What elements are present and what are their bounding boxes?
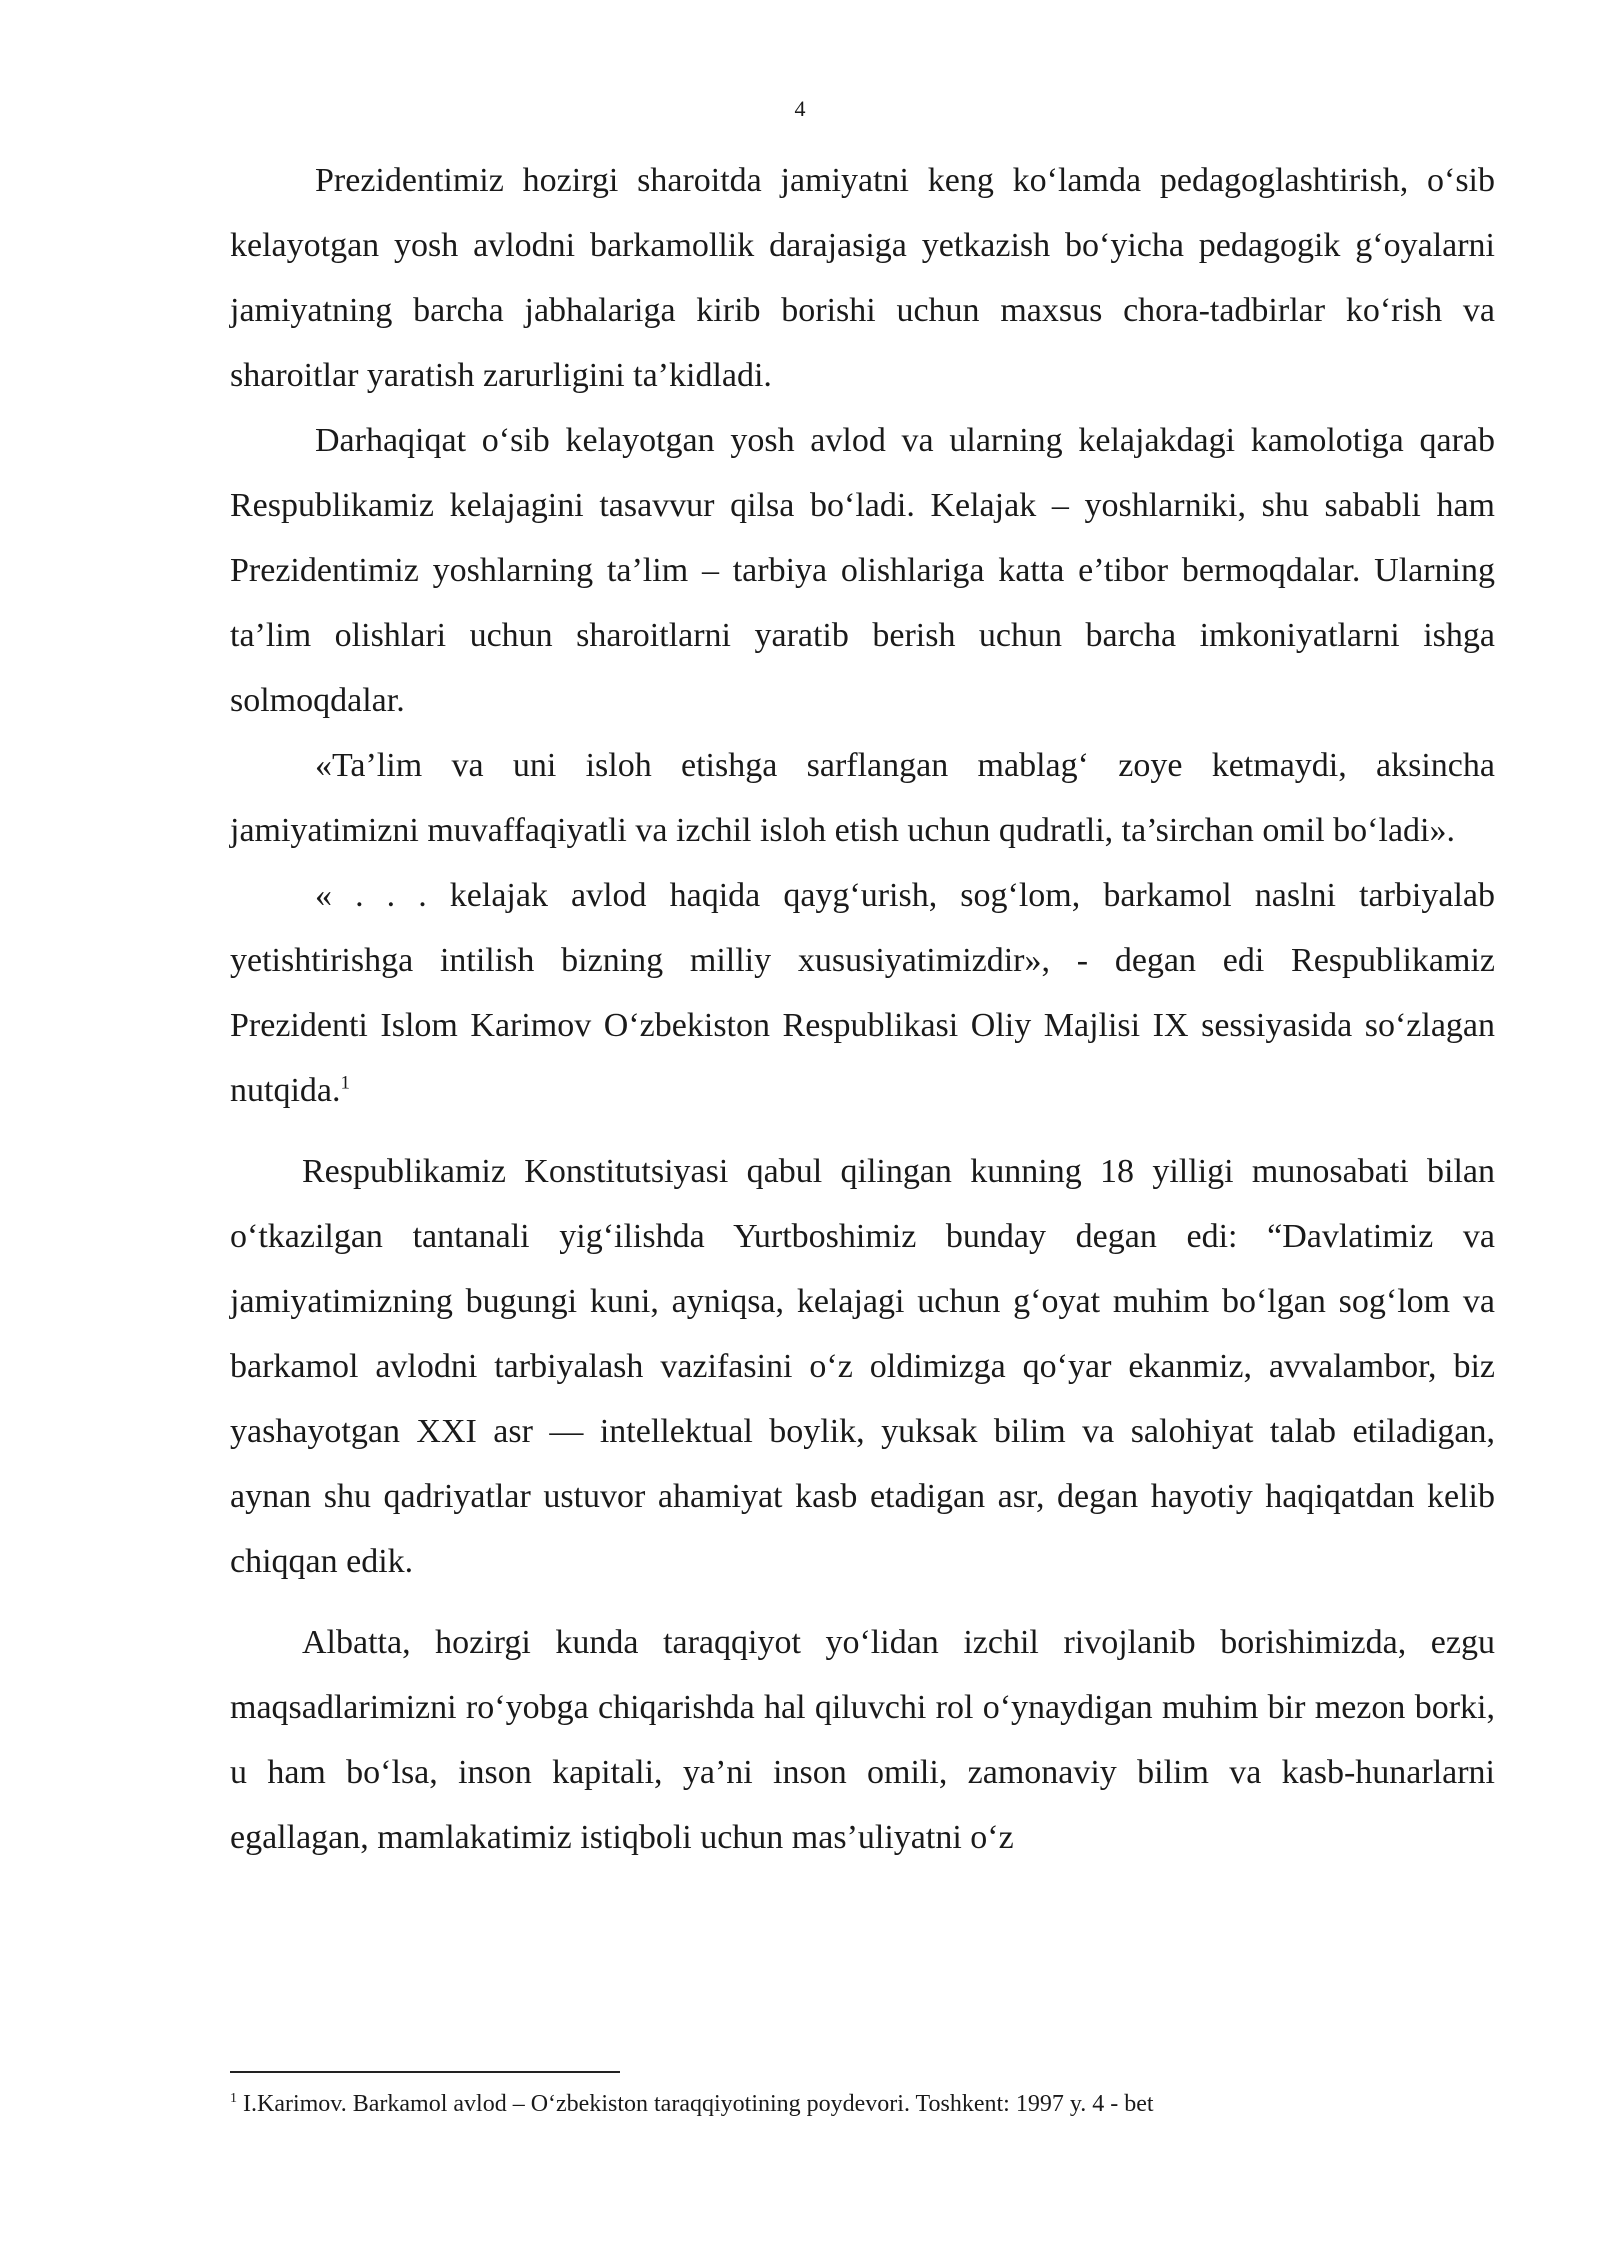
footnote-text: I.Karimov. Barkamol avlod – O‘zbekiston taraqqiyotining poydevori. Toshkent: 1997 y. 4 - bet [243, 2091, 1154, 2117]
paragraph-6: Albatta, hozirgi kunda taraqqiyot yo‘lidan izchil rivojlanib borishimizda, ezgu maqsadlarimizni ro‘yobga chiqarishda hal qiluvchi rol o‘ynaydigan muhim bir mezon borki, u ham bo‘lsa, inson kapitali, ya’ni inson omili, zamonaviy bilim va kasb-hunarlarni egallagan, mamlakatimiz istiqboli uchun mas’uliyatni o‘z [230, 1624, 1495, 1856]
footnote-marker: 1 [230, 2091, 237, 2106]
footnote-divider [230, 2071, 620, 2073]
paragraph-4 [230, 863, 1495, 1123]
footnote-reference: 1 [340, 1072, 350, 1094]
paragraph-1: Prezidentimiz hozirgi sharoitda jamiyatni keng ko‘lamda pedagoglashtirish, o‘sib kelayotgan yosh avlodni barkamollik darajasiga yetkazish bo‘yicha pedagogik g‘oyalarni jamiyatning barcha jabhalariga kirib borishi uchun maxsus chora-tadbirlar ko‘rish va sharoitlar yaratish zarurligini ta’kidladi. [230, 162, 1495, 394]
paragraph-3: «Ta’lim va uni isloh etishga sarflangan mablag‘ zoye ketmaydi, aksincha jamiyatimizni muvaffaqiyatli va izchil isloh etish uchun qudratli, ta’sirchan omil bo‘ladi». [230, 747, 1495, 849]
footnote [230, 2088, 1495, 2120]
page-number: 4 [794, 96, 806, 121]
paragraph-4-text: « . . . kelajak avlod haqida qayg‘urish, sog‘lom, barkamol naslni tarbiyalab yetishtirishga intilish bizning milliy xususiyatimizdir», - degan edi Respublikamiz Prezidenti Islom Karimov O‘zbekiston Respublikasi Oliy Majlisi IX sessiyasida so‘zlagan nutqida. [230, 877, 1495, 1109]
paragraph-5: Respublikamiz Konstitutsiyasi qabul qilingan kunning 18 yilligi munosabati bilan o‘tkazilgan tantanali yig‘ilishda Yurtboshimiz bunday degan edi: “Davlatimiz va jamiyatimizning bugungi kuni, ayniqsa, kelajagi uchun g‘oyat muhim bo‘lgan sog‘lom va barkamol avlodni tarbiyalash vazifasini o‘z oldimizga qo‘yar ekanmiz, avvalambor, biz yashayotgan XXI asr — intellektual boylik, yuksak bilim va salohiyat talab etiladigan, aynan shu qadriyatlar ustuvor ahamiyat kasb etadigan asr, degan hayotiy haqiqatdan kelib chiqqan edik. [230, 1153, 1495, 1580]
body-text [230, 148, 1495, 1870]
paragraph-2: Darhaqiqat o‘sib kelayotgan yosh avlod va ularning kelajakdagi kamolotiga qarab Respublikamiz kelajagini tasavvur qilsa bo‘ladi. Kelajak – yoshlarniki, shu sababli ham Prezidentimiz yoshlarning ta’lim – tarbiya olishlariga katta e’tibor bermoqdalar. Ularning ta’lim olishlari uchun sharoitlarni yaratib berish uchun barcha imkoniyatlarni ishga solmoqdalar. [230, 422, 1495, 719]
